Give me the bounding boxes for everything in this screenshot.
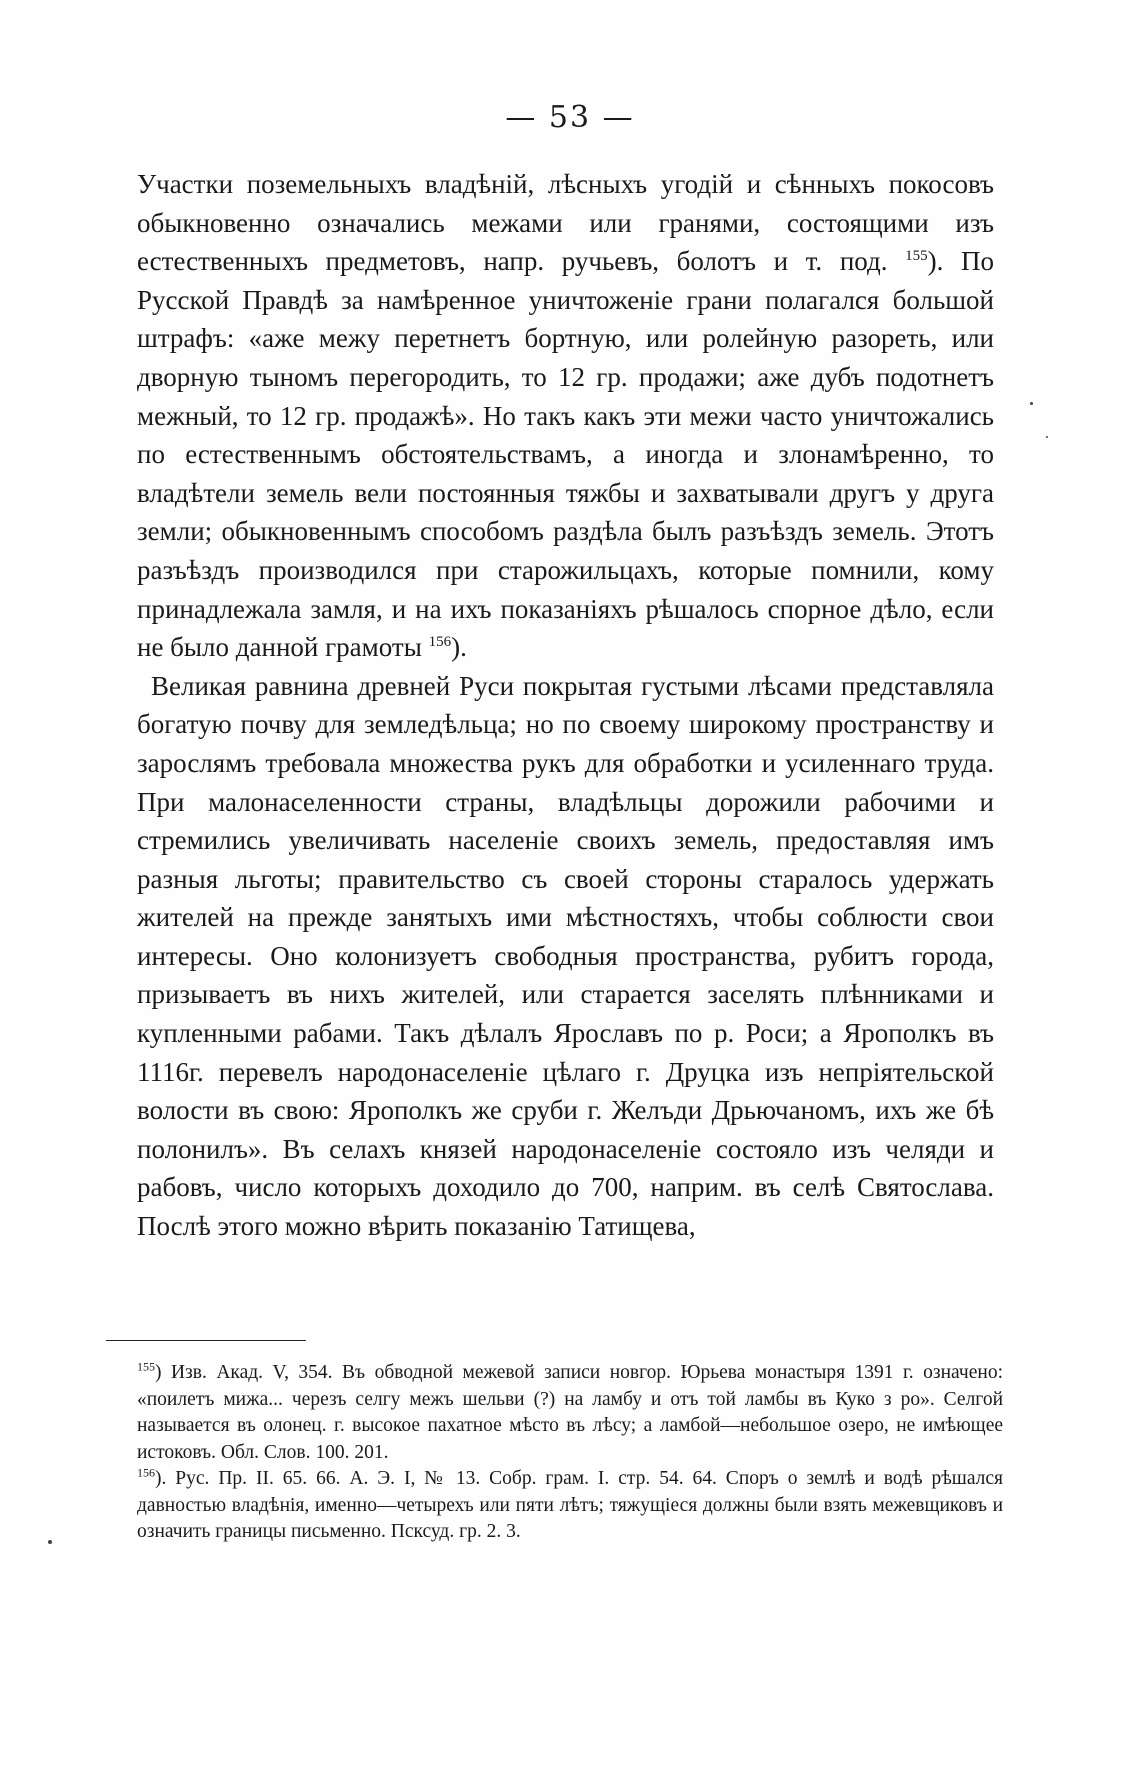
footnote-156-text: ). Рус. Пр. II. 65. 66. А. Э. I, № 13. Собр. грам. I. стр. 54. 64. Споръ о землѣ и водѣ рѣшался давностью владѣнія, именно—четырехъ или пяти лѣтъ; тяжущіеся должны были взять межевщиковъ и означить границы письменно. Псксуд. гр. 2. 3. bbox=[137, 1468, 1003, 1542]
paragraph-1-part-2: ). По Русской Правдѣ за намѣренное уничтоженіе грани полагался большой штрафъ: «аже межу перетнетъ бортную, или ролейную разореть, или дворную тыномъ перегородить, то 12 гр. продажи; аже дубъ подотнетъ межный, то 12 гр. продажѣ». Но такъ какъ эти межи часто уничтожались по естественнымъ обстоятельствамъ, а иногда и злонамѣренно, то владѣтели земель вели постоянныя тяжбы и захватывали другъ у друга земли; обыкновеннымъ способомъ раздѣла былъ разъѣздъ земель. Этотъ разъѣздъ производился при старожильцахъ, которые помнили, кому принадлежала замля, и на ихъ показаніяхъ рѣшалось спорное дѣло, если не было данной грамоты bbox=[137, 246, 994, 663]
footnote-divider bbox=[106, 1340, 306, 1341]
footnote-ref-156: 156 bbox=[428, 634, 452, 651]
paragraph-1-part-3: ). bbox=[451, 632, 467, 663]
footnote-156-mark: 156 bbox=[137, 1465, 155, 1480]
footnote-155-text: ) Изв. Акад. V, 354. Въ обводной межевой записи новгор. Юрьева монастыря 1391 г. означено: «поилетъ мижа... черезъ селгу межъ шельви (?) на ламбу и отъ той ламбы въ Куко з ро». Селгой называется въ олонец. г. высокое пахатное мѣсто въ лѣсу; а ламбой—небольшое озеро, не имѣющее истоковъ. Обл. Слов. 100. 201. bbox=[137, 1362, 1003, 1463]
print-speck bbox=[48, 1540, 52, 1544]
paragraph-1-part-1: Участки поземельныхъ владѣній, лѣсныхъ угодій и сѣнныхъ покосовъ обыкновенно означались межами или гранями, состоящими изъ естественныхъ предметовъ, напр. ручьевъ, болотъ и т. под. bbox=[137, 169, 994, 277]
page-number: — 53 — bbox=[505, 100, 635, 135]
footnote-155-mark: 155 bbox=[137, 1359, 155, 1374]
paragraph-2: Великая равнина древней Руси покрытая густыми лѣсами представляла богатую почву для земледѣльца; но по своему широкому пространству и зарослямъ требовала множества рукъ для обработки и усиленнаго труда. При малонаселенности страны, владѣльцы дорожили рабочими и стремились увеличивать населеніе своихъ земель, предоставляя имъ разныя льготы; правительство съ своей стороны старалось удержать жителей на прежде занятыхъ ими мѣстностяхъ, чтобы соблюсти свои интересы. Оно колонизуетъ свободныя пространства, рубитъ города, призываетъ въ нихъ жителей, или старается заселять плѣнниками и купленными рабами. Такъ дѣлалъ Ярославъ по р. Роси; а Ярополкъ въ 1116г. перевелъ народонаселеніе цѣлаго г. Друцка изъ непріятельской волости въ свою: Ярополкъ же сруби г. Желъди Дрьючаномъ, ихъ же бѣ полонилъ». Въ селахъ князей народонаселеніе состояло изъ челяди и рабовъ, число которыхъ доходило до 700, наприм. въ селѣ Святослава. Послѣ этого можно вѣрить показанію Татищева, bbox=[137, 670, 994, 1242]
paragraph-1 bbox=[137, 165, 994, 667]
print-speck bbox=[1046, 436, 1048, 438]
footnote-ref-155: 155 bbox=[905, 248, 928, 265]
footnote-155 bbox=[137, 1360, 1003, 1466]
print-speck bbox=[1030, 402, 1033, 405]
main-text bbox=[137, 165, 994, 1246]
footnote-156 bbox=[137, 1466, 1003, 1546]
footnotes bbox=[137, 1360, 1003, 1546]
